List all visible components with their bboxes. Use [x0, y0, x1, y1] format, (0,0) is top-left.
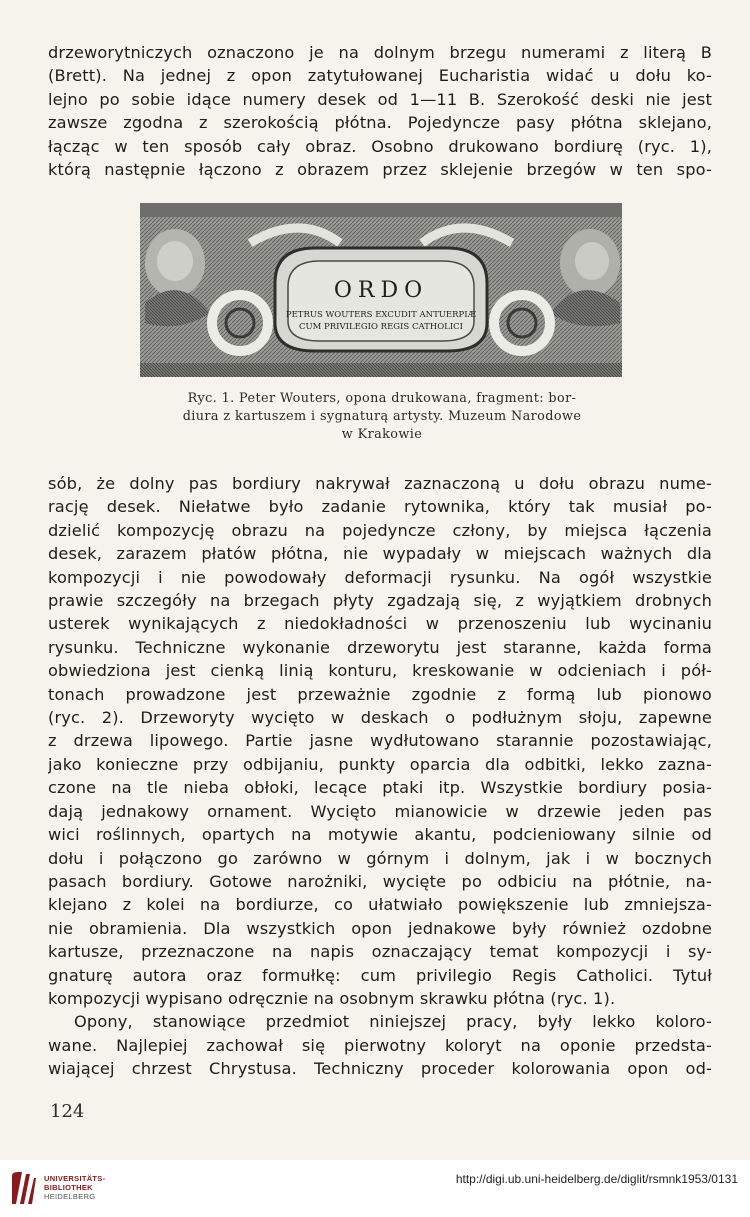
cartouche-title: ORDO	[333, 278, 429, 303]
text-line: usterek wynikających z niedokładności w przenoszeniu lub wycinaniu	[48, 614, 712, 634]
page-number: 124	[50, 1101, 85, 1122]
text-line: nie obramienia. Dla wszystkich opon jednakowe były również ozdobne	[48, 918, 712, 938]
caption-line: Ryc. 1. Peter Wouters, opona drukowana, fragment: bor-	[187, 391, 577, 406]
library-footer	[0, 1160, 750, 1217]
text-line: jako konieczne przy odbijaniu, punkty oparcia dla odbitki, lekko zazna-	[48, 754, 712, 774]
text-line: pasach bordiury. Gotowe narożniki, wycięte po odbiciu na płótnie, na-	[48, 871, 712, 891]
text-line: (Brett). Na jednej z opon zatytułowanej Eucharistia widać u dołu ko-	[48, 66, 712, 86]
text-line: wici roślinnych, opartych na motywie akantu, podcieniowany silnie od	[48, 825, 712, 845]
cartouche-engraving	[140, 203, 622, 377]
source-url-link[interactable]: http://digi.ub.uni-heidelberg.de/diglit/rsmnk1953/0131	[455, 1172, 738, 1186]
figure-caption	[140, 390, 624, 444]
paragraph-body	[48, 472, 712, 1081]
paragraph-top	[48, 41, 712, 181]
text-line: z drzewa lipowego. Partie jasne wydłutowano starannie pozostawiając,	[48, 731, 712, 751]
cartouche-line-2: CUM PRIVILEGIO REGIS CATHOLICI	[298, 322, 464, 332]
text-line: kompozycji i nie powodowały deformacji rysunku. Na ogół wszystkie	[48, 567, 712, 587]
text-line: lejno po sobie idące numery desek od 1—11 B. Szerokość deski nie jest	[48, 89, 712, 109]
caption-line: diura z kartuszem i sygnaturą artysty. Muzeum Narodowe	[182, 409, 582, 424]
text-line: Opony, stanowiące przedmiot niniejszej pracy, były lekko koloro-	[74, 1012, 712, 1032]
text-line: rację desek. Niełatwe było zadanie rytownika, który tak musiał po-	[48, 497, 712, 517]
text-line: prawie szczegóły na brzegach płyty zgadzają się, z wyjątkiem drobnych	[48, 591, 712, 611]
text-line: rysunku. Techniczne wykonanie drzeworytu jest staranne, każda forma	[48, 637, 712, 657]
text-line: dzielić kompozycję obrazu na pojedyncze człony, by miejsca łączenia	[48, 520, 712, 540]
text-line: klejano z kolei na bordiurze, co ułatwiało powiększenie lub zmniejsza-	[48, 895, 712, 915]
text-line: wane. Najlepiej zachował się pierwotny koloryt na oponie przedsta-	[48, 1035, 712, 1055]
text-line: sób, że dolny pas bordiury nakrywał zaznaczoną u dołu obrazu nume-	[48, 474, 712, 493]
figure-border-cartouche	[140, 203, 622, 377]
cartouche-line-1: PETRUS WOUTERS EXCUDIT ANTUERPIÆ	[285, 310, 477, 320]
text-line: (ryc. 2). Drzeworyty wycięto w deskach o podłużnym słoju, zapewne	[48, 708, 712, 728]
caption-line: w Krakowie	[341, 427, 423, 442]
text-line: kartusze, przeznaczone na napis oznaczający temat kompozycji i sy-	[48, 942, 712, 962]
text-line: obwiedziona jest cienką linią konturu, kreskowanie w odcieniach i pół-	[48, 661, 712, 681]
text-line: którą następnie łączono z obrazem przez sklejenie brzegów w ten spo-	[48, 160, 712, 180]
text-line: tonach prowadzone jest przeważnie zgodnie z formą lub pionowo	[48, 684, 712, 704]
text-line: drzeworytniczych oznaczono je na dolnym brzegu numerami z literą B	[48, 43, 712, 62]
library-name: UNIVERSITÄTS- BIBLIOTHEK HEIDELBERG	[44, 1174, 106, 1201]
text-line: dają jednakowy ornament. Wycięto mianowicie w drzewie jeden pas	[48, 801, 712, 821]
text-line: dołu i połączono go zarówno w górnym i dolnym, jak i w bocznych	[48, 848, 712, 868]
text-line: wiającej chrzest Chrystusa. Techniczny proceder kolorowania opon od-	[48, 1059, 712, 1079]
text-line: desek, zarazem płatów płótna, nie wypadały w miejscach ważnych dla	[48, 544, 712, 564]
library-logo-icon	[8, 1170, 38, 1208]
text-line: łącząc w ten sposób cały obraz. Osobno drukowano bordiurę (ryc. 1),	[48, 136, 712, 156]
text-line: czone na tle nieba obłoki, lecące ptaki itp. Wszystkie bordiury posia-	[48, 778, 712, 798]
text-line: gnaturę autora oraz formułkę: cum privilegio Regis Catholici. Tytuł	[48, 965, 712, 985]
text-line: zawsze zgodna z szerokością płótna. Pojedyncze pasy płótna sklejano,	[48, 113, 712, 133]
text-line: kompozycji wypisano odręcznie na osobnym skrawku płótna (ryc. 1).	[48, 988, 616, 1008]
